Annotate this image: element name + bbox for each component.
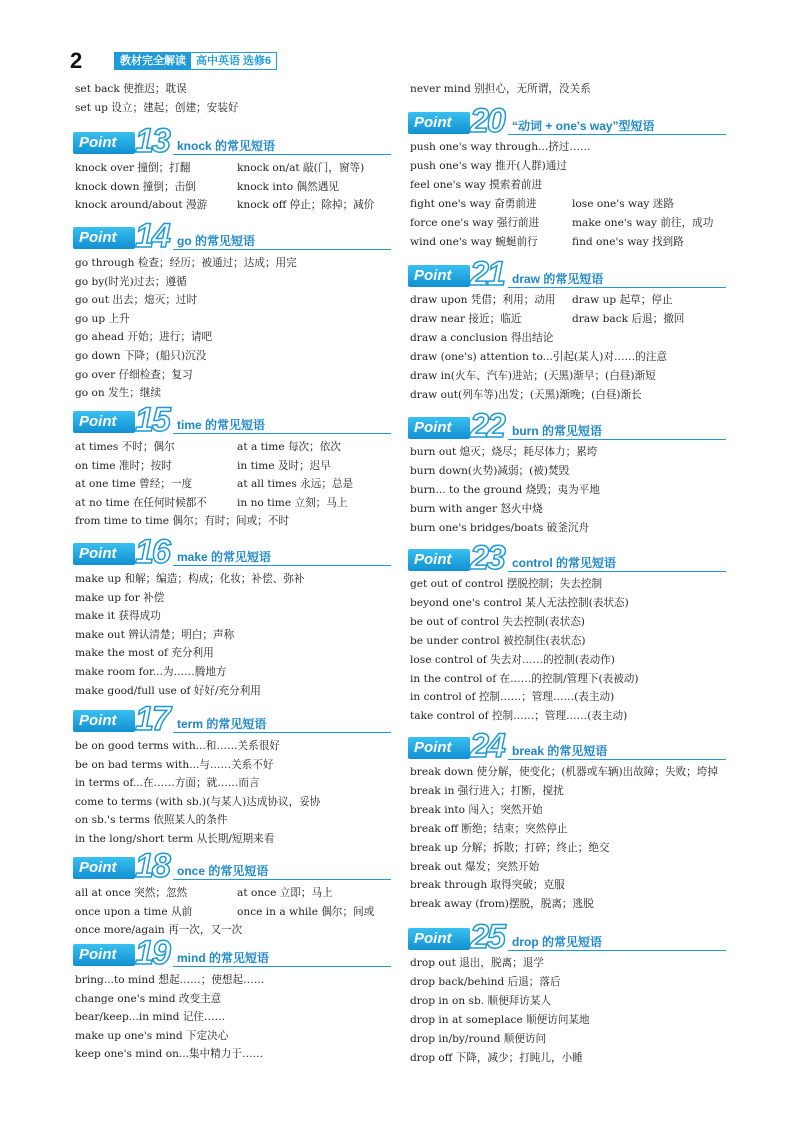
phrase-line: go on 发生；继续	[75, 387, 162, 400]
phrase-line: break out 爆发；突然开始	[410, 860, 540, 873]
phrase-line: knock around/about 漫游	[75, 199, 208, 212]
phrase-line: break away (from)摆脱，脱离；逃脱	[410, 898, 594, 911]
phrase-line: break through 取得突破；克服	[410, 879, 565, 892]
point-label: Point	[79, 859, 117, 876]
phrase-line: knock over 撞倒；打翻	[75, 162, 191, 174]
phrase-line: make up one's mind 下定决心	[75, 1029, 229, 1042]
section-title: “动词 + one's way”型短语	[512, 119, 655, 133]
phrase-line: drop in on sb. 顺便拜访某人	[410, 994, 552, 1007]
phrase-line: break up 分解；拆散；打碎；终止；绝交	[410, 841, 610, 854]
phrase-line: once more/again 再一次，又一次	[75, 924, 243, 937]
phrase-line: knock off 停止；除掉；减价	[237, 199, 375, 212]
phrase-line: feel one's way 摸索着前进	[410, 178, 543, 191]
section-title: break 的常见短语	[512, 744, 608, 758]
title-rule	[508, 571, 726, 572]
section-title: go 的常见短语	[177, 234, 255, 248]
phrase-line: make one's way 前往，成功	[572, 216, 714, 229]
phrase-line: push one's way 推开(人群)通过	[410, 159, 567, 172]
phrase-line: make it 获得成功	[75, 610, 161, 623]
point-header-19	[73, 934, 391, 972]
point-badge	[73, 411, 135, 433]
point-number: 20	[470, 102, 504, 140]
phrase-line: at all times 永远；总是	[237, 478, 354, 491]
phrase-line: beyond one's control 某人无法控制(表状态)	[410, 596, 629, 609]
book-tag	[114, 52, 277, 70]
phrase-line: set up 设立；建起；创建；安装好	[75, 101, 239, 114]
point-number: 25	[470, 918, 504, 956]
phrase-line: once upon a time 从前	[75, 905, 193, 918]
point-number: 22	[470, 407, 504, 445]
phrase-line: force one's way 强行前进	[410, 216, 540, 229]
point-label: Point	[79, 413, 117, 430]
phrase-line: come to terms (with sb.)(与某人)达成协议，妥协	[75, 795, 321, 808]
phrase-line: at times 不时；偶尔	[75, 441, 175, 453]
point-label: Point	[79, 545, 117, 562]
phrase-line: keep one's mind on...集中精力于……	[75, 1048, 264, 1061]
phrase-line: in control of 控制……；管理……(表主动)	[410, 691, 615, 704]
phrase-line: break into 闯入；突然开始	[410, 803, 543, 816]
point-label: Point	[414, 419, 452, 436]
title-rule	[173, 249, 391, 250]
phrase-line: burn one's bridges/boats 破釜沉舟	[410, 521, 590, 534]
phrase-line: go by(时光)过去；遵循	[75, 275, 187, 288]
point-header-16	[73, 533, 391, 571]
phrase-line: draw out(列车等)出发；(天黑)渐晚；(白昼)渐长	[410, 388, 642, 401]
page-number: 2	[70, 48, 83, 73]
title-rule	[508, 439, 726, 440]
phrase-line: find one's way 找到路	[572, 235, 684, 248]
phrase-line: break in 强行进入；打断，搅扰	[410, 784, 564, 797]
section-title: knock 的常见短语	[177, 139, 276, 153]
point-header-24	[408, 727, 726, 765]
phrase-line: draw a conclusion 得出结论	[410, 331, 554, 344]
page-header	[70, 48, 277, 73]
title-rule	[173, 966, 391, 967]
phrase-line: burn down(火势)减弱；(被)焚毁	[410, 464, 570, 477]
phrase-line: break down 使分解，使变化；(机器或车辆)出故障；失败；垮掉	[410, 766, 718, 778]
point-number: 18	[135, 847, 169, 885]
point-badge	[73, 132, 135, 154]
point-label: Point	[79, 134, 117, 151]
phrase-line: never mind 别担心，无所谓，没关系	[410, 83, 591, 95]
point-label: Point	[414, 930, 452, 947]
phrase-line: make up 和解；编造；构成；化妆；补偿、弥补	[75, 573, 305, 585]
phrase-line: draw upon 凭借；利用；动用	[410, 294, 556, 306]
title-rule	[508, 950, 726, 951]
point-badge	[408, 417, 470, 439]
phrase-line: wind one's way 蜿蜒前行	[410, 235, 538, 248]
point-label: Point	[414, 267, 452, 284]
section-title: time 的常见短语	[177, 418, 266, 432]
title-rule	[173, 732, 391, 733]
title-rule	[508, 134, 726, 135]
phrase-line: make room for...为……腾地方	[75, 666, 227, 678]
section-title: term 的常见短语	[177, 717, 267, 731]
point-header-25	[408, 918, 726, 956]
phrase-line: bring...to mind 想起……；使想起……	[75, 974, 265, 986]
phrase-line: burn... to the ground 烧毁；夷为平地	[410, 483, 600, 496]
phrase-line: go up 上升	[75, 312, 130, 325]
phrase-line: fight one's way 奋勇前进	[410, 197, 537, 210]
phrase-line: lose one's way 迷路	[572, 197, 674, 210]
phrase-line: make good/full use of 好好/充分利用	[75, 684, 261, 697]
phrase-line: draw up 起草；停止	[572, 294, 673, 306]
phrase-line: drop out 退出，脱离；退学	[410, 957, 544, 969]
title-rule	[173, 433, 391, 434]
point-badge	[408, 928, 470, 950]
point-header-13	[73, 122, 391, 160]
phrase-line: at once 立即；马上	[237, 887, 333, 899]
title-rule	[173, 879, 391, 880]
phrase-line: set back 使推迟；耽误	[75, 83, 187, 95]
point-number: 14	[135, 217, 169, 255]
point-number: 21	[470, 255, 504, 293]
phrase-line: in the long/short term 从长期/短期来看	[75, 833, 275, 845]
book-label: 教材完全解读	[115, 53, 191, 69]
point-header-22	[408, 407, 726, 445]
phrase-line: drop in/by/round 顺便访问	[410, 1032, 547, 1045]
title-rule	[508, 759, 726, 760]
phrase-line: make the most of 充分利用	[75, 647, 214, 660]
phrase-line: in terms of...在……方面；就……而言	[75, 777, 260, 790]
point-number: 19	[135, 934, 169, 972]
section-title: make 的常见短语	[177, 550, 272, 564]
point-badge	[408, 112, 470, 134]
phrase-line: all at once 突然；忽然	[75, 887, 188, 899]
phrase-line: get out of control 摆脱控制；失去控制	[410, 578, 603, 590]
point-label: Point	[79, 712, 117, 729]
section-title: control 的常见短语	[512, 556, 616, 570]
phrase-line: draw near 接近；临近	[410, 312, 522, 325]
title-rule	[173, 154, 391, 155]
section-title: burn 的常见短语	[512, 424, 602, 438]
phrase-line: draw in(火车、汽车)进站；(天黑)渐早；(白昼)渐短	[410, 369, 656, 382]
phrase-line: knock on/at 敲(门，窗等)	[237, 162, 365, 174]
phrase-line: drop in at someplace 顺便访问某地	[410, 1013, 590, 1026]
book-subject: 高中英语 选修6	[196, 55, 272, 67]
point-number: 13	[135, 122, 169, 160]
point-label: Point	[414, 739, 452, 756]
point-badge	[73, 227, 135, 249]
point-badge	[73, 710, 135, 732]
point-badge	[408, 265, 470, 287]
phrase-line: at a time 每次；依次	[237, 441, 341, 453]
phrase-line: make up for 补偿	[75, 591, 165, 604]
title-rule	[508, 287, 726, 288]
phrase-line: draw (one's) attention to...引起(某人)对……的注意	[410, 350, 667, 363]
phrase-line: on sb.'s terms 依照某人的条件	[75, 814, 228, 827]
point-header-20	[408, 102, 726, 140]
point-number: 17	[135, 700, 169, 738]
phrase-line: on time 准时；按时	[75, 459, 172, 472]
phrase-line: burn out 熄灭；烧尽；耗尽体力；累垮	[410, 446, 598, 458]
phrase-line: be on good terms with...和……关系很好	[75, 740, 280, 752]
phrase-line: knock into 偶然遇见	[237, 180, 339, 193]
phrase-line: from time to time 偶尔；有时；间或；不时	[75, 515, 289, 528]
point-badge	[73, 857, 135, 879]
phrase-line: go out 出去；熄灭；过时	[75, 294, 198, 307]
point-label: Point	[414, 114, 452, 131]
phrase-line: go ahead 开始；进行；请吧	[75, 331, 213, 344]
section-title: mind 的常见短语	[177, 951, 269, 965]
point-header-17	[73, 700, 391, 738]
point-badge	[408, 737, 470, 759]
section-title: draw 的常见短语	[512, 272, 604, 286]
phrase-line: in no time 立刻；马上	[237, 496, 348, 509]
title-rule	[173, 565, 391, 566]
phrase-line: knock down 撞倒；击倒	[75, 180, 196, 193]
point-number: 23	[470, 539, 504, 577]
phrase-line: go over 仔细检查；复习	[75, 368, 193, 381]
point-header-23	[408, 539, 726, 577]
point-badge	[73, 543, 135, 565]
phrase-line: change one's mind 改变主意	[75, 992, 222, 1005]
phrase-line: drop off 下降，减少；打盹儿，小睡	[410, 1051, 583, 1064]
phrase-line: bear/keep...in mind 记住……	[75, 1011, 226, 1024]
point-label: Point	[414, 551, 452, 568]
point-label: Point	[79, 229, 117, 246]
phrase-line: in time 及时；迟早	[237, 459, 331, 472]
phrase-line: be on bad terms with...与……关系不好	[75, 758, 274, 771]
phrase-line: make out 辨认清楚；明白；声称	[75, 628, 235, 641]
section-title: once 的常见短语	[177, 864, 269, 878]
point-number: 24	[470, 727, 504, 765]
phrase-line: at one time 曾经；一度	[75, 478, 193, 491]
point-header-15	[73, 401, 391, 439]
phrase-line: drop back/behind 后退；落后	[410, 975, 561, 988]
phrase-line: be under control 被控制住(表状态)	[410, 634, 586, 647]
phrase-line: draw back 后退；撤回	[572, 312, 685, 325]
point-number: 16	[135, 533, 169, 571]
phrase-line: be out of control 失去控制(表状态)	[410, 615, 585, 628]
phrase-line: go down 下降；(船只)沉没	[75, 350, 207, 362]
point-badge	[73, 944, 135, 966]
point-header-18	[73, 847, 391, 885]
point-badge	[408, 549, 470, 571]
phrase-line: in the control of 在……的控制/管理下(表被动)	[410, 672, 639, 685]
phrase-line: once in a while 偶尔；间或	[237, 905, 375, 918]
point-header-14	[73, 217, 391, 255]
phrase-line: take control of 控制……；管理……(表主动)	[410, 710, 628, 723]
phrase-line: burn with anger 怒火中烧	[410, 502, 543, 515]
section-title: drop 的常见短语	[512, 935, 602, 949]
point-number: 15	[135, 401, 169, 439]
point-header-21	[408, 255, 726, 293]
point-label: Point	[79, 946, 117, 963]
phrase-line: lose control of 失去对……的控制(表动作)	[410, 653, 615, 666]
phrase-line: at no time 在任何时候都不	[75, 496, 207, 509]
phrase-line: break off 断绝；结束；突然停止	[410, 822, 568, 835]
phrase-line: push one's way through...挤过……	[410, 141, 591, 153]
phrase-line: go through 检查；经历；被通过；达成；用完	[75, 257, 297, 269]
